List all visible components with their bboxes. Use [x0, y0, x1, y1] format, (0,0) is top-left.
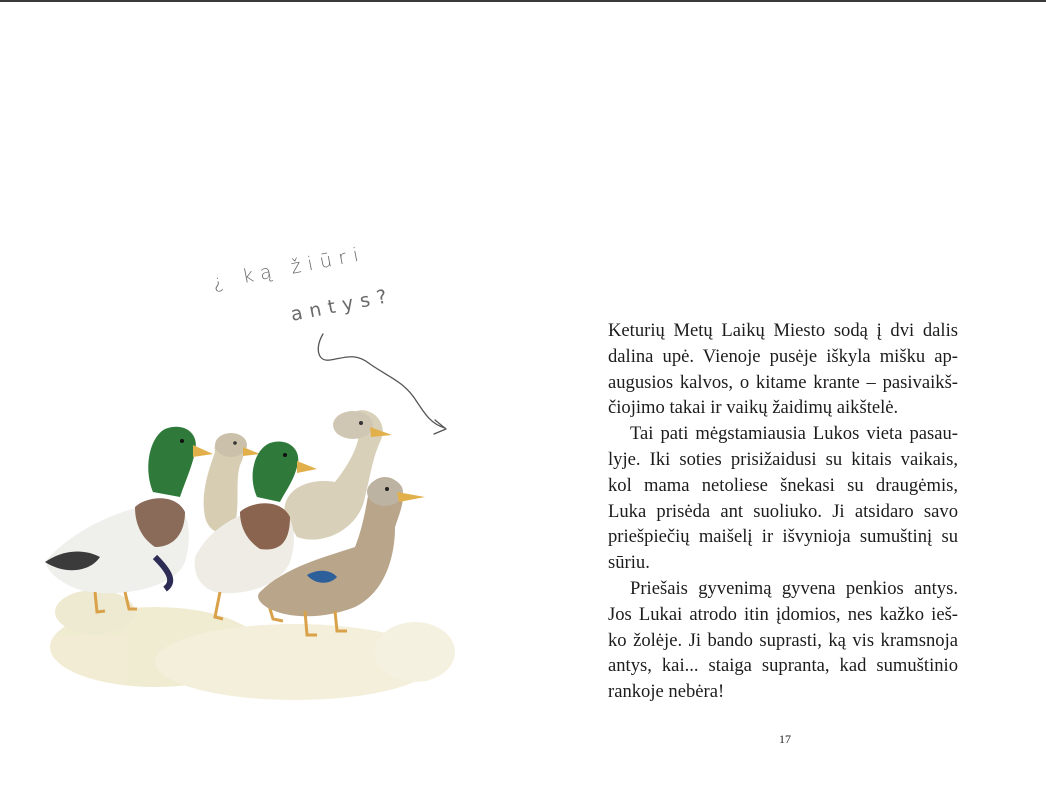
paragraph-2: [608, 421, 958, 576]
text-line: ko žolėje. Ji bando suprasti, ką vis kramsnoja: [608, 629, 958, 651]
text-line: Luka prisėda ant suoliuko. Ji atsidaro savo: [608, 500, 958, 522]
paragraph-3: [608, 576, 958, 705]
handwritten-question-line1: ¿ ką žiūri: [210, 242, 368, 294]
page-number: 17: [779, 732, 791, 746]
text-line: sūriu.: [608, 552, 650, 574]
paragraph-1: [608, 318, 958, 421]
text-line: čiojimo takai ir vaikų žaidimų aikštelė.: [608, 397, 899, 419]
text-line: Tai pati mėgstamiausia Lukos vieta pasau-: [630, 423, 958, 445]
text-line: Jos Lukai atrodo itin įdomios, nes kažko ieš-: [608, 603, 958, 625]
handwritten-question-line2: antys?: [288, 284, 396, 326]
story-text: [608, 318, 958, 705]
duck-mallard-left: [45, 427, 213, 612]
ducks-illustration: [35, 397, 455, 702]
text-line: Priešais gyvenimą gyvena penkios antys.: [630, 577, 958, 599]
text-line: Keturių Metų Laikų Miesto sodą į dvi dalis: [608, 320, 958, 341]
text-line: priešpiečių maišelį ir išvynioja sumuštinį su: [608, 526, 958, 548]
watercolor-ground-wash: [50, 590, 455, 700]
text-line: augusios kalvos, o kitame krante – pasivaikš-: [608, 371, 958, 393]
text-line: kol mama netoliese šnekasi su draugėmis,: [608, 474, 958, 496]
text-line: rankoje nebėra!: [608, 681, 725, 703]
text-line: dalina upė. Vienoje pusėje iškyla mišku ap-: [608, 345, 958, 367]
text-line: lyje. Iki soties prisižaidusi su kitais vaikais,: [608, 448, 958, 470]
text-line: antys, kai... staiga supranta, kad sumuštinio: [608, 655, 958, 677]
